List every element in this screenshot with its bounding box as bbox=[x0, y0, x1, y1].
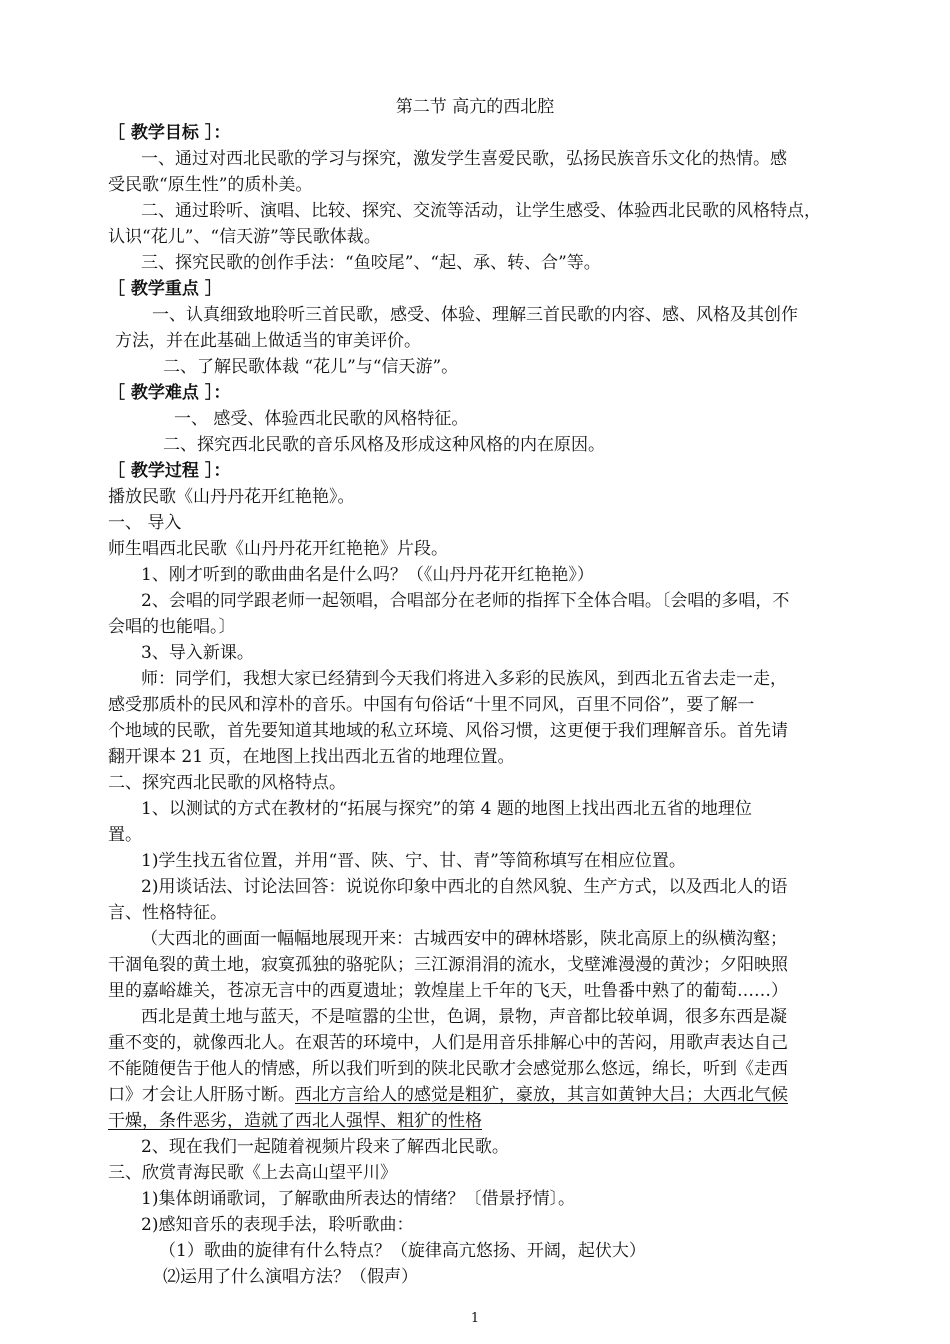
paragraph-text: 口》才会让人肝肠寸断。 bbox=[108, 1085, 295, 1105]
paragraph-line: 会唱的也能唱。〕 bbox=[108, 617, 236, 637]
paragraph-line: 播放民歌《山丹丹花开红艳艳》。 bbox=[108, 487, 355, 507]
heading-process: ［ 教学过程 ］： bbox=[108, 461, 231, 481]
paragraph-line: 二、了解民歌体裁 “花儿”与“信天游”。 bbox=[163, 357, 459, 377]
paragraph-line: 置。 bbox=[108, 825, 142, 845]
paragraph-line: 感受那质朴的民风和淳朴的音乐。中国有句俗话“十里不同风，百里不同俗”，要了解一 bbox=[108, 695, 755, 715]
paragraph-line: 2)用谈话法、讨论法回答：说说你印象中西北的自然风貌、生产方式，以及西北人的语 bbox=[141, 877, 788, 897]
heading-difficulties: ［ 教学难点 ］： bbox=[108, 383, 231, 403]
paragraph-line: 1、以测试的方式在教材的“拓展与探究”的第 4 题的地图上找出西北五省的地理位 bbox=[141, 799, 752, 819]
paragraph-line: 2)感知音乐的表现手法，聆听歌曲： bbox=[141, 1215, 414, 1235]
paragraph-line: （1）歌曲的旋律有什么特点？（旋律高亢悠扬、开阔，起伏大） bbox=[159, 1241, 646, 1261]
paragraph-line: 师：同学们，我想大家已经猜到今天我们将进入多彩的民族风，到西北五省去走一走， bbox=[141, 669, 787, 689]
paragraph-line: 重不变的，就像西北人。在艰苦的环境中，人们是用音乐排解心中的苦闷，用歌声表达自己 bbox=[108, 1033, 788, 1053]
heading-objectives: ［ 教学目标 ］： bbox=[108, 123, 231, 143]
paragraph-line: 3、导入新课。 bbox=[141, 643, 254, 663]
paragraph-line: 一、 感受、体验西北民歌的风格特征。 bbox=[174, 409, 469, 429]
paragraph-line: 师生唱西北民歌《山丹丹花开红艳艳》片段。 bbox=[108, 539, 448, 559]
paragraph-line: 一、 导入 bbox=[108, 513, 182, 533]
page-number: 1 bbox=[470, 1311, 480, 1326]
paragraph-line bbox=[108, 1082, 788, 1108]
paragraph-line: 一、认真细致地聆听三首民歌，感受、体验、理解三首民歌的内容、感、风格及其创作 bbox=[152, 305, 798, 325]
paragraph-line: 二、探究西北民歌的音乐风格及形成这种风格的内在原因。 bbox=[163, 435, 605, 455]
underlined-text: 干燥，条件恶劣，造就了西北人强悍、粗犷的性格 bbox=[108, 1111, 482, 1131]
underlined-text: 西北方言给人的感觉是粗犷，豪放，其言如黄钟大吕；大西北气候 bbox=[295, 1085, 788, 1105]
paragraph-line: 三、探究民歌的创作手法：“鱼咬尾”、“起、承、转、合”等。 bbox=[141, 253, 601, 273]
paragraph-line: 受民歌“原生性”的质朴美。 bbox=[108, 175, 313, 195]
section-title: 第二节 高亢的西北腔 bbox=[395, 97, 555, 117]
paragraph-line: 1)集体朗诵歌词，了解歌曲所表达的情绪？〔借景抒情〕。 bbox=[141, 1189, 575, 1209]
paragraph-line: 1、刚才听到的歌曲曲名是什么吗？（《山丹丹花开红艳艳》） bbox=[141, 565, 594, 585]
paragraph-line: 里的嘉峪雄关，苍凉无言中的西夏遗址；敦煌崖上千年的飞天，吐鲁番中熟了的葡萄……） bbox=[108, 981, 788, 1001]
paragraph-line: 言、性格特征。 bbox=[108, 903, 227, 923]
paragraph-line: 翻开课本 21 页，在地图上找出西北五省的地理位置。 bbox=[108, 747, 515, 767]
paragraph-line: 不能随便告于他人的情感，所以我们听到的陕北民歌才会感觉那么悠远，绵长，听到《走西 bbox=[108, 1059, 788, 1079]
paragraph-line: （大西北的画面一幅幅地展现开来：古城西安中的碑林塔影，陕北高原上的纵横沟壑； bbox=[141, 929, 787, 949]
paragraph-line: 三、欣赏青海民歌《上去高山望平川》 bbox=[108, 1163, 397, 1183]
paragraph-line: 二、探究西北民歌的风格特点。 bbox=[108, 773, 346, 793]
paragraph-line: 2、会唱的同学跟老师一起领唱，合唱部分在老师的指挥下全体合唱。〔会唱的多唱，不 bbox=[141, 591, 790, 611]
paragraph-line: 个地域的民歌，首先要知道其地域的私立环境、风俗习惯，这更便于我们理解音乐。首先请 bbox=[108, 721, 788, 741]
paragraph-line: 二、通过聆听、演唱、比较、探究、交流等活动，让学生感受、体验西北民歌的风格特点， bbox=[141, 201, 821, 221]
paragraph-line: ⑵运用了什么演唱方法？（假声） bbox=[163, 1267, 418, 1287]
paragraph-line: 1)学生找五省位置，并用“晋、陕、宁、甘、青”等简称填写在相应位置。 bbox=[141, 851, 686, 871]
paragraph-line: 认识“花儿”、“信天游”等民歌体裁。 bbox=[108, 227, 381, 247]
paragraph-line: 方法，并在此基础上做适当的审美评价。 bbox=[115, 331, 421, 351]
heading-key-points: ［ 教学重点 ］ bbox=[108, 279, 222, 299]
paragraph-line: 一、通过对西北民歌的学习与探究，激发学生喜爱民歌，弘扬民族音乐文化的热情。感 bbox=[141, 149, 787, 169]
paragraph-line: 干涸龟裂的黄土地，寂寞孤独的骆驼队；三江源涓涓的流水，戈壁滩漫漫的黄沙；夕阳映照 bbox=[108, 955, 788, 975]
paragraph-line: 2、现在我们一起随着视频片段来了解西北民歌。 bbox=[141, 1137, 509, 1157]
paragraph-line: 西北是黄土地与蓝天，不是喧嚣的尘世，色调，景物，声音都比较单调，很多东西是凝 bbox=[141, 1007, 787, 1027]
